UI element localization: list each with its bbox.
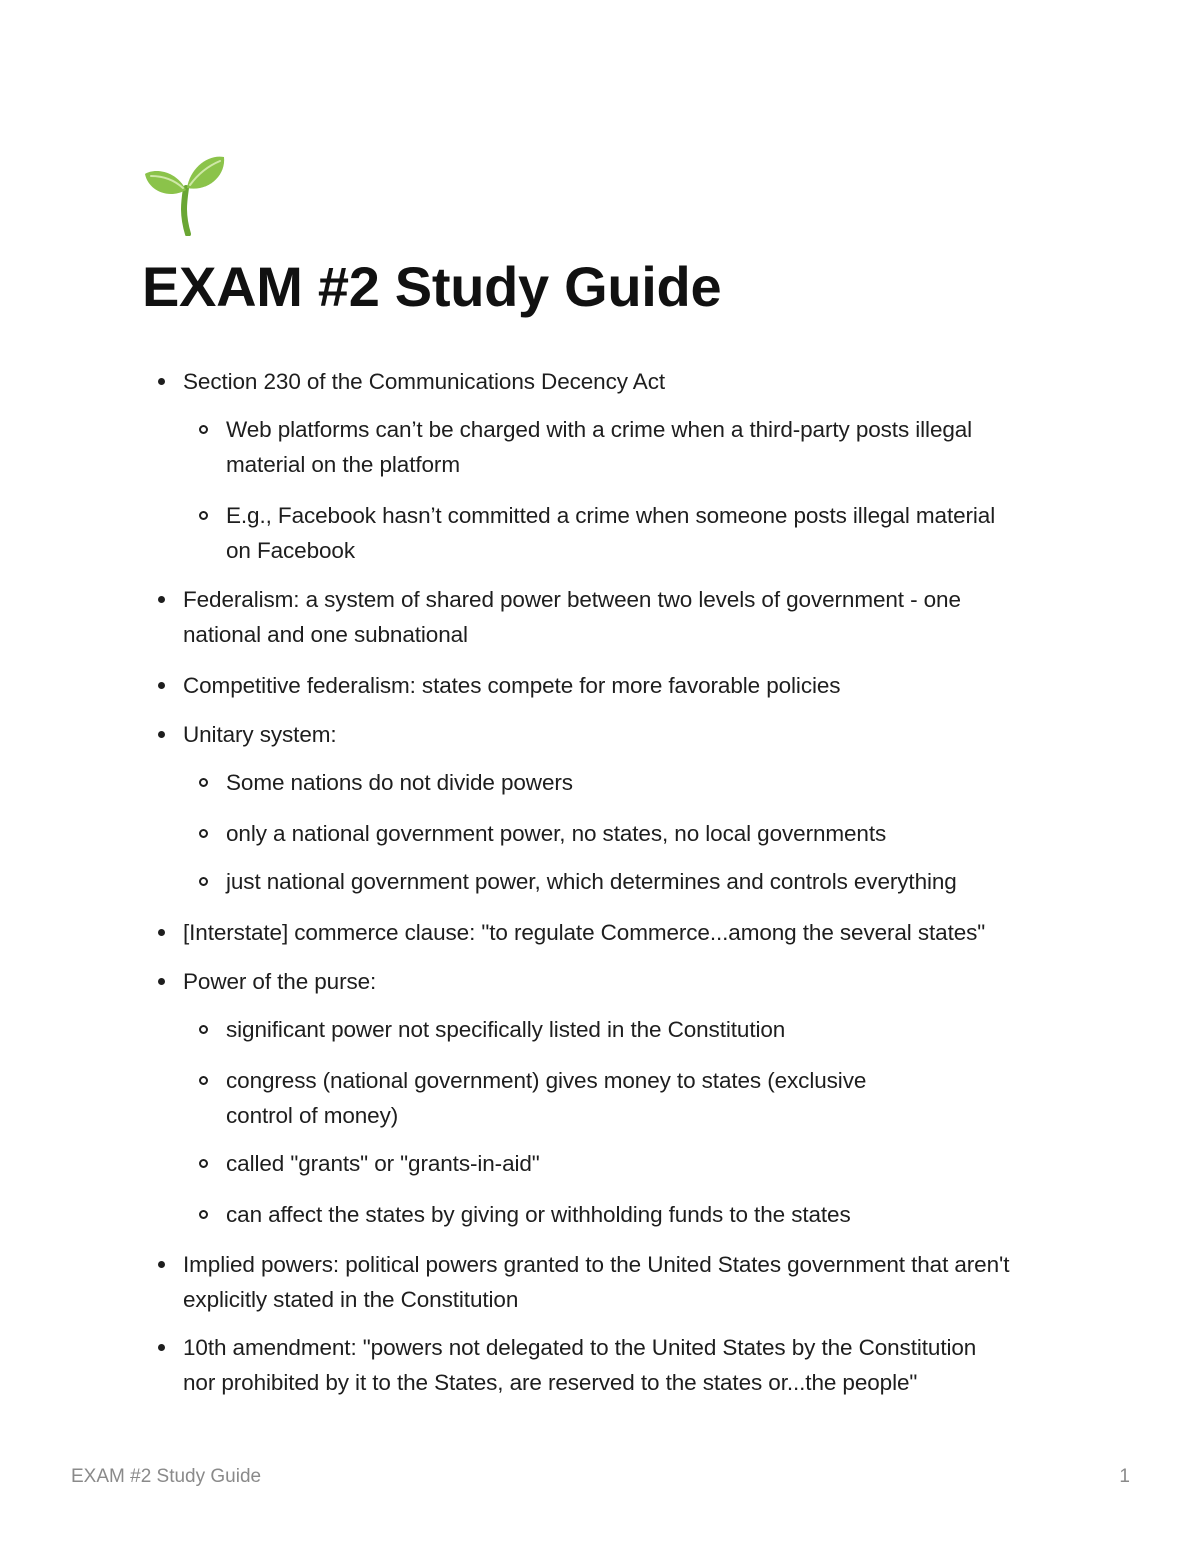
list-item-text: 10th amendment: "powers not delegated to the United States by the Constitution (183, 1335, 977, 1360)
list-item-text: Unitary system: (183, 722, 337, 747)
list-item-text: only a national government power, no states, no local governments (226, 821, 887, 846)
list-item-text: just national government power, which determines and controls everything (226, 869, 957, 894)
hollow-bullet-icon (199, 425, 208, 434)
list-item (183, 364, 1083, 399)
list-item-text: Power of the purse: (183, 969, 377, 994)
filled-bullet-icon (158, 596, 165, 603)
list-item (226, 1063, 1086, 1133)
list-item-text: Competitive federalism: states compete for more favorable policies (183, 673, 841, 698)
hollow-bullet-icon (199, 778, 208, 787)
list-item (183, 964, 1083, 999)
list-item (183, 717, 1083, 752)
hollow-bullet-icon (199, 511, 208, 520)
list-item (226, 1146, 1086, 1181)
list-item (183, 1247, 1083, 1317)
list-item (226, 816, 1086, 851)
list-item-text: significant power not specifically listed in the Constitution (226, 1017, 786, 1042)
page-number: 1 (1119, 1466, 1130, 1487)
list-item-text: E.g., Facebook hasn’t committed a crime when someone posts illegal material (226, 503, 996, 528)
list-item-text: nor prohibited by it to the States, are reserved to the states or...the people" (183, 1370, 918, 1395)
list-item-text: Section 230 of the Communications Decency Act (183, 369, 666, 394)
list-item-text: Implied powers: political powers granted to the United States government that aren't (183, 1252, 1010, 1277)
list-item (226, 1012, 1086, 1047)
hollow-bullet-icon (199, 1025, 208, 1034)
filled-bullet-icon (158, 978, 165, 985)
list-item-text: control of money) (226, 1103, 399, 1128)
list-item-text: national and one subnational (183, 622, 468, 647)
hollow-bullet-icon (199, 1159, 208, 1168)
list-item (183, 1330, 1083, 1400)
filled-bullet-icon (158, 1261, 165, 1268)
list-item-text: Web platforms can’t be charged with a crime when a third-party posts illegal (226, 417, 973, 442)
filled-bullet-icon (158, 682, 165, 689)
hollow-bullet-icon (199, 829, 208, 838)
list-item-text: called "grants" or "grants-in-aid" (226, 1151, 540, 1176)
list-item-text: Federalism: a system of shared power between two levels of government - one (183, 587, 961, 612)
sprout-icon (142, 154, 226, 236)
list-item-text: can affect the states by giving or withholding funds to the states (226, 1202, 851, 1227)
list-item (226, 498, 1086, 568)
filled-bullet-icon (158, 1344, 165, 1351)
filled-bullet-icon (158, 929, 165, 936)
list-item-text: explicitly stated in the Constitution (183, 1287, 519, 1312)
list-item (226, 864, 1086, 899)
list-item (226, 1197, 1086, 1232)
hollow-bullet-icon (199, 1210, 208, 1219)
list-item-text: congress (national government) gives money to states (exclusive (226, 1068, 867, 1093)
list-item (183, 582, 1083, 652)
hollow-bullet-icon (199, 1076, 208, 1085)
document-title: EXAM #2 Study Guide (142, 255, 722, 318)
list-item-text: material on the platform (226, 452, 460, 477)
list-item-text: [Interstate] commerce clause: "to regulate Commerce...among the several states" (183, 920, 986, 945)
list-item (226, 765, 1086, 800)
hollow-bullet-icon (199, 877, 208, 886)
list-item (183, 668, 1083, 703)
list-item (226, 412, 1086, 482)
list-item-text: on Facebook (226, 538, 355, 563)
list-item-text: Some nations do not divide powers (226, 770, 573, 795)
list-item (183, 915, 1083, 950)
footer-title: EXAM #2 Study Guide (71, 1466, 262, 1487)
filled-bullet-icon (158, 731, 165, 738)
filled-bullet-icon (158, 378, 165, 385)
